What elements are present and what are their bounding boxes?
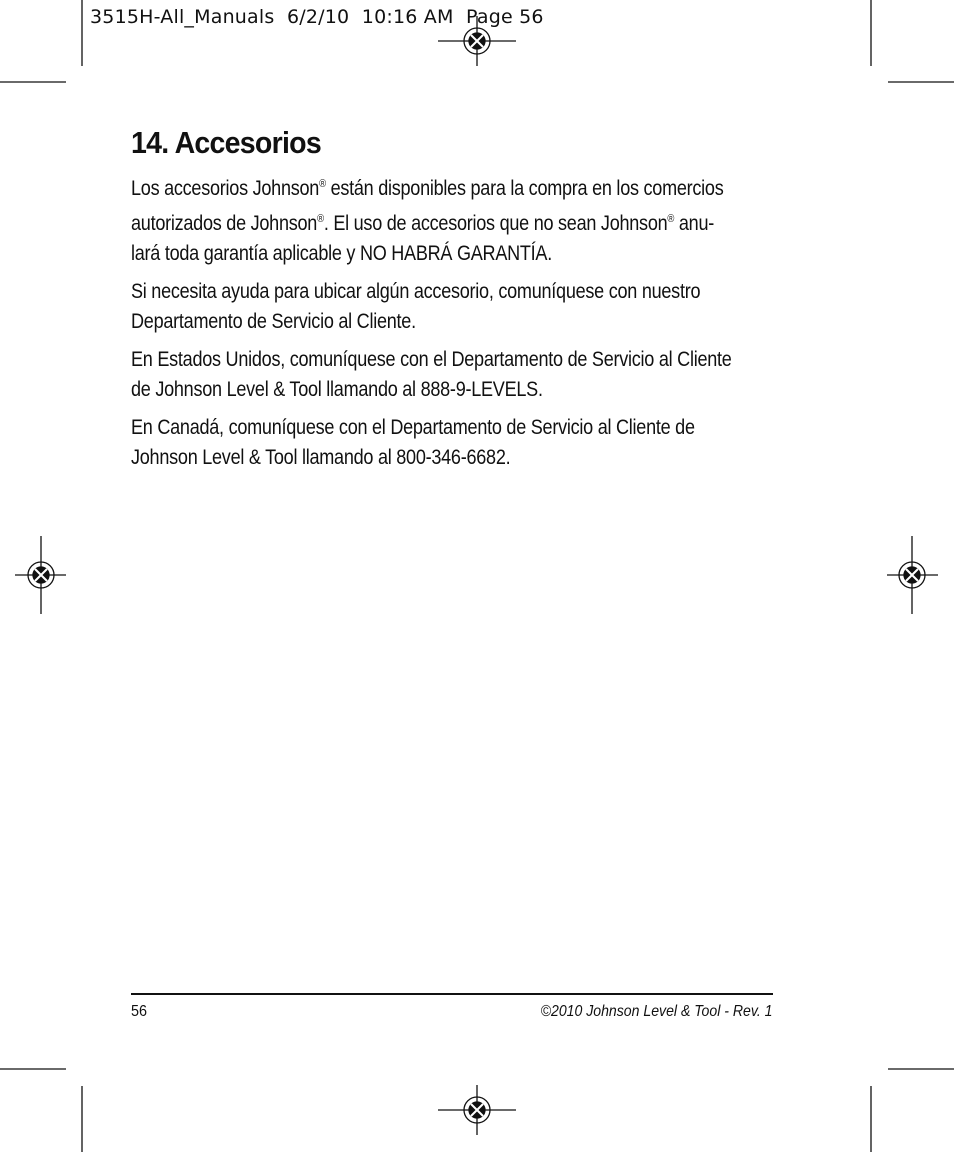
copyright-notice: ©2010 Johnson Level & Tool - Rev. 1 bbox=[541, 1003, 773, 1020]
main-content bbox=[131, 125, 776, 481]
registered-mark: ® bbox=[667, 213, 675, 225]
paragraph-usa-contact: En Estados Unidos, comuníquese con el Departamento de Servicio al Cliente de Johnson Level & Tool llamando al 888-9-LEVELS. bbox=[131, 348, 732, 401]
print-slug-line: 3515H-All_Manuals 6/2/10 10:16 AM Page 56 bbox=[90, 6, 544, 28]
paragraph-help-locating: Si necesita ayuda para ubicar algún accesorio, comuníquese con nuestro Departamento de Servicio al Cliente. bbox=[131, 280, 701, 333]
registration-mark-top bbox=[438, 16, 516, 66]
registration-mark-left bbox=[15, 536, 66, 614]
paragraph-canada-contact: En Canadá, comuníquese con el Departamento de Servicio al Cliente de Johnson Level & Tool llamando al 800-346-6682. bbox=[131, 416, 695, 469]
registered-mark: ® bbox=[317, 213, 324, 225]
section-title: 14. Accesorios bbox=[131, 125, 321, 160]
footer-rule bbox=[131, 993, 773, 995]
registration-mark-bottom bbox=[438, 1085, 516, 1135]
registration-mark-right bbox=[887, 536, 938, 614]
registered-mark: ® bbox=[319, 178, 326, 190]
paragraph-accessories-availability: Los accesorios Johnson® están disponibles para la compra en los comercios autorizados de Johnson®. El uso de accesorios que no sean Johnson® anu- lará toda garantía aplicable y NO HABRÁ GARANTÍA. bbox=[131, 177, 724, 265]
page-number: 56 bbox=[131, 1003, 148, 1020]
